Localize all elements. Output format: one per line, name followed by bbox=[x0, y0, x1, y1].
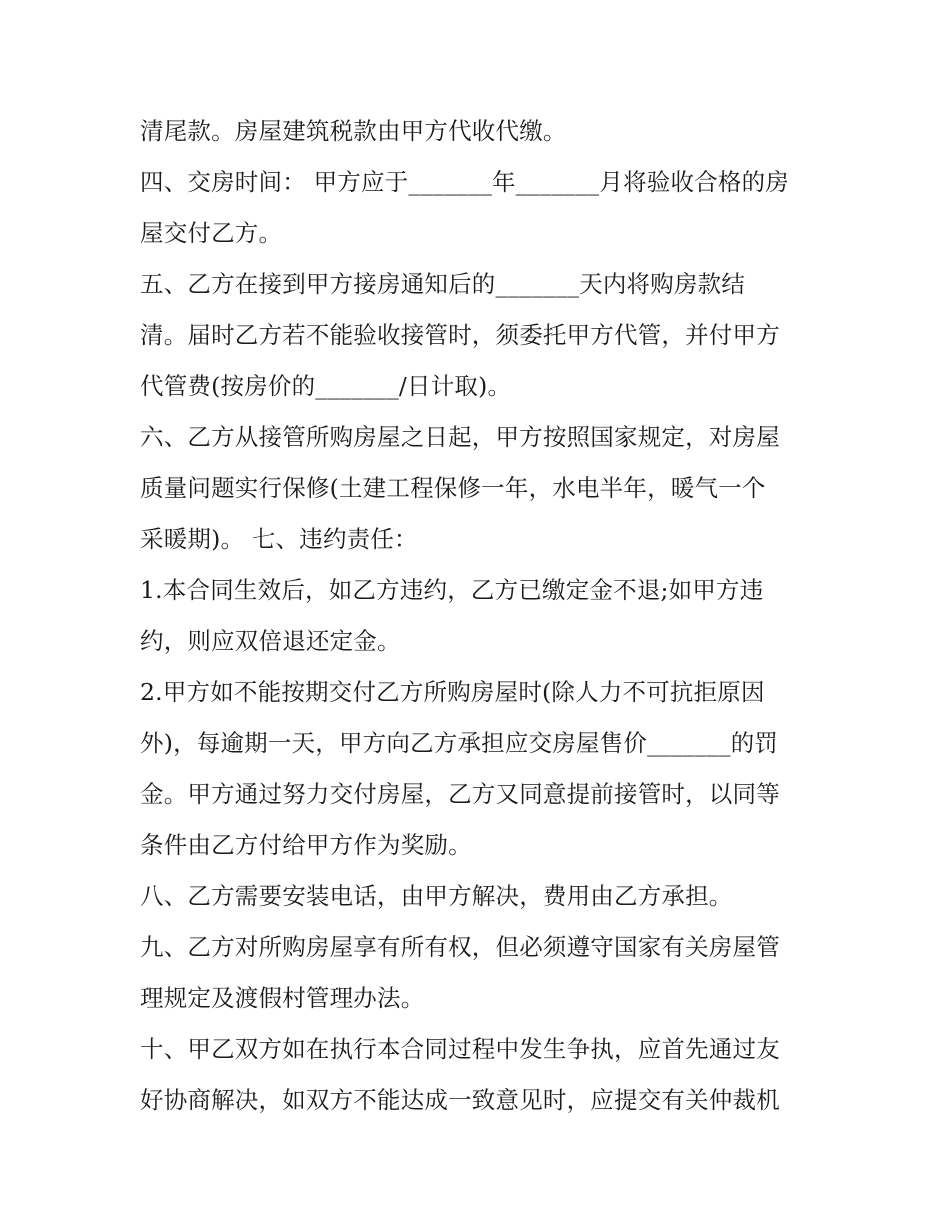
text-line: 代管费(按房价的_______/日计取)。 bbox=[140, 372, 512, 400]
text-line: 八、乙方需要安装电话，由甲方解决，费用由乙方承担。 bbox=[140, 882, 733, 910]
text-line: 1.本合同生效后，如乙方违约，乙方已缴定金不退;如甲方违 bbox=[140, 576, 764, 604]
text-line: 屋交付乙方。 bbox=[140, 219, 283, 247]
contract-body-text bbox=[140, 106, 830, 1126]
text-line: 好协商解决，如双方不能达成一致意见时，应提交有关仲裁机 bbox=[140, 1086, 780, 1114]
text-line: 十、甲乙双方如在执行本合同过程中发生争执，应首先通过友 bbox=[140, 1035, 780, 1063]
text-line: 2.甲方如不能按期交付乙方所购房屋时(除人力不可抗拒原因 bbox=[140, 678, 765, 706]
text-line: 约，则应双倍退还定金。 bbox=[140, 627, 401, 655]
text-line: 质量问题实行保修(土建工程保修一年，水电半年，暖气一个 bbox=[140, 474, 766, 502]
text-line: 外)，每逾期一天，甲方向乙方承担应交房屋售价_______的罚 bbox=[140, 729, 779, 757]
text-line: 清。届时乙方若不能验收接管时，须委托甲方代管，并付甲方 bbox=[140, 321, 780, 349]
text-line: 金。甲方通过努力交付房屋，乙方又同意提前接管时，以同等 bbox=[140, 780, 780, 808]
text-line: 理规定及渡假村管理办法。 bbox=[140, 984, 425, 1012]
text-line: 五、乙方在接到甲方接房通知后的_______天内将购房款结 bbox=[140, 270, 746, 298]
text-line: 条件由乙方付给甲方作为奖励。 bbox=[140, 831, 472, 859]
text-line: 采暖期)。 七、违约责任： bbox=[140, 525, 418, 553]
text-line: 九、乙方对所购房屋享有所有权，但必须遵守国家有关房屋管 bbox=[140, 933, 780, 961]
text-line: 六、乙方从接管所购房屋之日起，甲方按照国家规定，对房屋 bbox=[140, 423, 780, 451]
text-line: 四、交房时间： 甲方应于_______年_______月将验收合格的房 bbox=[140, 168, 789, 196]
text-line: 清尾款。房屋建筑税款由甲方代收代缴。 bbox=[140, 117, 567, 145]
